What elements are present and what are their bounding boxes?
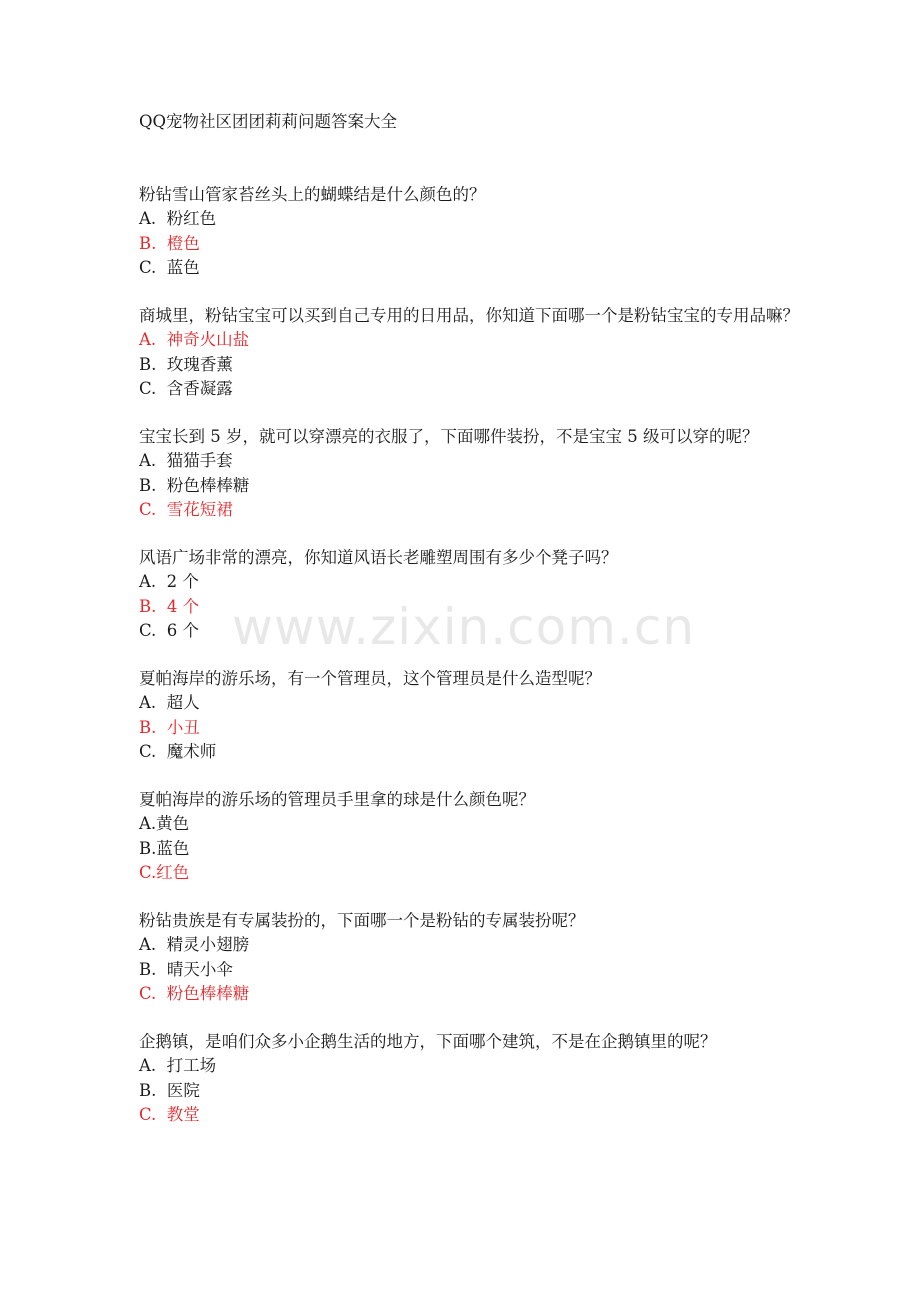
option-a: A.黄色 (139, 814, 190, 834)
option-b: B. 医院 (139, 1080, 200, 1100)
document-title: QQ宠物社区团团莉莉问题答案大全 (139, 112, 398, 131)
option-c-correct: C. 粉色棒棒糖 (139, 983, 250, 1003)
question-text: 商城里，粉钻宝宝可以买到自己专用的日用品，你知道下面哪一个是粉钻宝宝的专用品嘛？ (139, 306, 799, 326)
option-a: A. 粉红色 (139, 209, 217, 229)
option-b-correct: B. 小丑 (139, 717, 200, 737)
question-block (139, 183, 799, 280)
option-a-correct: A. 神奇火山盐 (139, 330, 250, 350)
question-block (139, 667, 799, 764)
option-c-correct: C. 雪花短裙 (139, 499, 233, 519)
question-text: 企鹅镇，是咱们众多小企鹅生活的地方，下面哪个建筑，不是在企鹅镇里的呢？ (139, 1032, 717, 1052)
question-block (139, 909, 799, 1006)
option-a: A. 2 个 (139, 572, 199, 592)
question-block (139, 425, 799, 522)
document-page (139, 110, 799, 1127)
option-c: C. 蓝色 (139, 257, 200, 277)
option-b-correct: B. 4 个 (139, 596, 200, 616)
question-block (139, 546, 799, 643)
option-c-correct: C. 教堂 (139, 1104, 200, 1124)
question-text: 夏帕海岸的游乐场，有一个管理员，这个管理员是什么造型呢？ (139, 669, 601, 689)
question-block (139, 304, 799, 401)
option-c: C. 6 个 (139, 620, 200, 640)
option-c: C. 含香凝露 (139, 378, 233, 398)
question-text: 夏帕海岸的游乐场的管理员手里拿的球是什么颜色呢？ (139, 790, 535, 810)
option-a: A. 精灵小翅膀 (139, 935, 250, 955)
question-text: 风语广场非常的漂亮，你知道风语长老雕塑周围有多少个凳子吗？ (139, 548, 618, 568)
question-block (139, 788, 799, 885)
option-b: B. 晴天小伞 (139, 959, 233, 979)
watermark: www.zixin.com.cn (232, 598, 696, 656)
question-text: 粉钻雪山管家苔丝头上的蝴蝶结是什么颜色的？ (139, 185, 486, 205)
option-b: B. 粉色棒棒糖 (139, 475, 250, 495)
option-a: A. 超人 (139, 693, 200, 713)
question-block (139, 1030, 799, 1127)
question-text: 宝宝长到 5 岁，就可以穿漂亮的衣服了，下面哪件装扮，不是宝宝 5 级可以穿的呢？ (139, 427, 759, 447)
question-text: 粉钻贵族是有专属装扮的，下面哪一个是粉钻的专属装扮呢？ (139, 911, 585, 931)
option-b-correct: B. 橙色 (139, 233, 200, 253)
option-b: B.蓝色 (139, 838, 190, 858)
option-a: A. 打工场 (139, 1056, 217, 1076)
option-c: C. 魔术师 (139, 741, 217, 761)
option-b: B. 玫瑰香薰 (139, 354, 233, 374)
option-c-correct: C.红色 (139, 862, 190, 882)
option-a: A. 猫猫手套 (139, 451, 233, 471)
